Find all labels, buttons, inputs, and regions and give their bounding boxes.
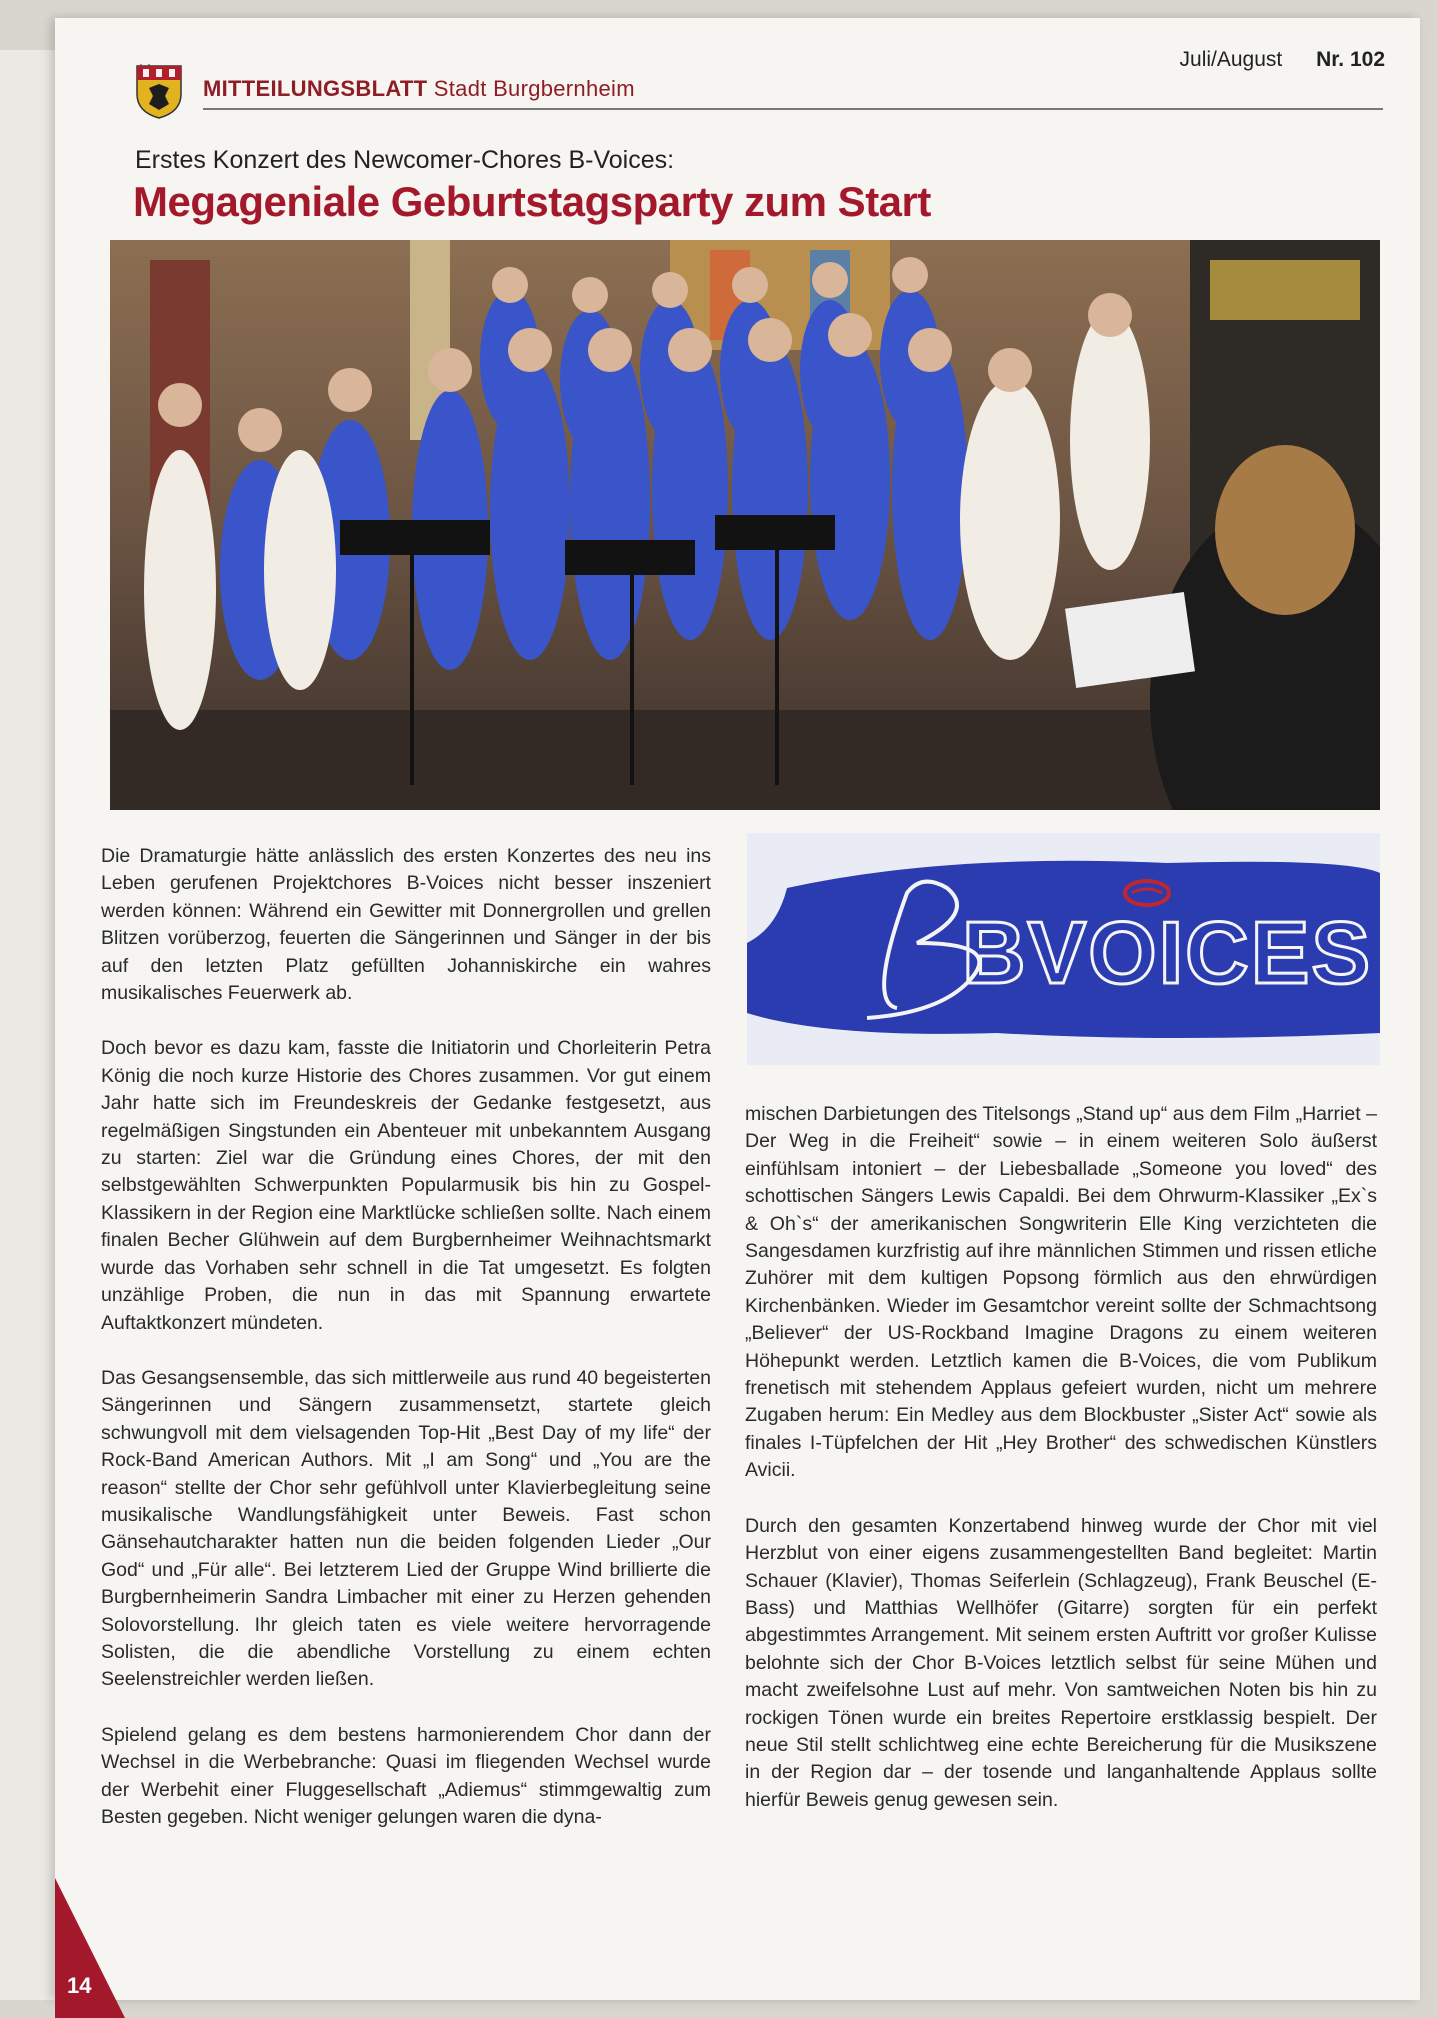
masthead-city: Stadt Burgbernheim xyxy=(433,76,635,101)
issue-date: Juli/August xyxy=(1179,48,1283,71)
article-paragraph: Das Gesangsensemble, das sich mittlerweile aus rund 40 begeisterten Sängerinnen und Sängern zusammensetzt, startete gleich schwungvoll mit dem vielsagenden Top-Hit „Best Day of my life“ der Rock-Band American Authors. Mit „I am Song“ und „You are the reason“ stellte der Chor sehr gefühlvoll unter Klavierbegleitung seine musikalische Wandlungsfähigkeit unter Beweis. Fast schon Gänsehautcharakter hatten nun die beiden folgenden Lieder „Our God“ und „Für alle“. Bei letzterem Lied der Gruppe Wind brillierte die Burgbernheimerin Sandra Limbacher mit einer zu Herzen gehenden Solovorstellung. Ihr gleich taten es viele weitere hervorragende Solisten, die die abendliche Vorstellung zu einem echten Seelenstreichler werden ließen. xyxy=(101,1366,711,1691)
article-headline: Megageniale Geburtstagsparty zum Start xyxy=(133,178,931,225)
issue-info xyxy=(1180,48,1385,72)
masthead-title: MITTEILUNGSBLATT xyxy=(203,76,428,101)
header-divider xyxy=(203,108,1383,110)
article-paragraph: mischen Darbietungen des Titelsongs „Stand up“ aus dem Film „Harriet – Der Weg in die Freiheit“ sowie – in einem weiteren Solo äußerst einfühlsam intoniert – der Liebesballade „Someone you loved“ des schottischen Sängers Lewis Capaldi. Bei dem Ohrwurm-Klassiker „Ex`s & Oh`s“ der amerikanischen Songwriterin Elle King verzichteten die Sangesdamen kurzfristig auf ihre männlichen Stimmen und rissen etliche Zuhörer mit dem kultigen Popsong förmlich aus den ehrwürdigen Kirchenbänken. Wieder im Gesamtchor vereint sollte der Schmachtsong „Believer“ der US-Rockband Imagine Dragons zu einem weiteren Höhepunkt werden. Letztlich kamen die B-Voices, die vom Publikum frenetisch mit stehendem Applaus gefeiert wurden, nicht um mehrere Zugaben herum: Ein Medley aus dem Blockbuster „Sister Act“ sowie als finales I-Tüpfelchen der Hit „Hey Brother“ des schwedischen Künstlers Avicii. xyxy=(745,1103,1377,1482)
article-column-right xyxy=(745,1101,1377,1842)
choir-photo xyxy=(110,240,1380,810)
logo-wordmark: BVOICES xyxy=(962,903,1373,1002)
article-column-left xyxy=(101,843,711,1859)
page-number: 14 xyxy=(67,1973,92,1998)
article-paragraph: Die Dramaturgie hätte anlässlich des ersten Konzertes des neu ins Leben gerufenen Projektchores B-Voices nicht besser inszeniert werden können: Während ein Gewitter mit Donnergrollen und grellen Blitzen vorüberzog, feuerten die Sängerinnen und Sänger in der bis auf den letzten Platz gefüllten Johanniskirche ein wahres musikalisches Feuerwerk ab. xyxy=(101,845,711,1005)
article-paragraph: Durch den gesamten Konzertabend hinweg wurde der Chor mit viel Herzblut von einer eigens zusammengestellten Band begleitet: Martin Schauer (Klavier), Thomas Seiferlein (Schlagzeug), Frank Beuschel (E-Bass) und Matthias Wellhöfer (Gitarre) sorgten für ein perfekt abgestimmtes Arrangement. Mit seinem ersten Auftritt vor großer Kulisse belohnte sich der Chor B-Voices letztlich selbst für seine Mühen und macht zweifelsohne Lust auf mehr. Von samtweichen Noten bis hin zu rockigen Tönen wurde ein breites Repertoire erstklassig bespielt. Der neue Stil stellt schlichtweg eine echte Bereicherung für die Musikszene in der Region dar – der tosende und langanhaltende Applaus sollte hierfür Beweis genug gewesen sein. xyxy=(745,1514,1377,1811)
article-subheadline: Erstes Konzert des Newcomer-Chores B-Voices: xyxy=(135,146,675,174)
article-paragraph: Spielend gelang es dem bestens harmonierendem Chor dann der Wechsel in die Werbebranche: Quasi im fliegenden Wechsel wurde der Werbehit einer Fluggesellschaft „Adiemus“ stimmgewaltig zum Besten gegeben. Nicht weniger gelungen waren die dyna- xyxy=(101,1723,711,1828)
article-paragraph: Doch bevor es dazu kam, fasste die Initiatorin und Chorleiterin Petra König die noch kurze Historie des Chores zusammen. Vor gut einem Jahr hatte sich im Freundeskreis der Gedanke festgesetzt, aus regelmäßigen Singstunden ein Abenteuer mit unbekanntem Ausgang zu starten: Ziel war die Gründung eines Chores, der mit den selbstgewählten Schwerpunkten Popularmusik bis hin zu Gospel-Klassikern in der Region eine Marktlücke schließen sollte. Nach einem finalen Becher Glühwein auf dem Burgbernheimer Weihnachtsmarkt wurde das Vorhaben sehr schnell in die Tat umgesetzt. Es folgten unzählige Proben, die nun in das mit Spannung erwartete Auftaktkonzert mündeten. xyxy=(101,1037,711,1334)
issue-number: Nr. 102 xyxy=(1316,48,1385,71)
page-header xyxy=(135,48,1385,118)
bvoices-logo xyxy=(747,833,1380,1065)
choir-photo-illustration xyxy=(110,240,1380,810)
town-crest-icon xyxy=(135,64,183,120)
bvoices-logo-graphic xyxy=(747,833,1380,1065)
masthead xyxy=(203,76,635,102)
newsletter-page xyxy=(55,18,1420,2000)
